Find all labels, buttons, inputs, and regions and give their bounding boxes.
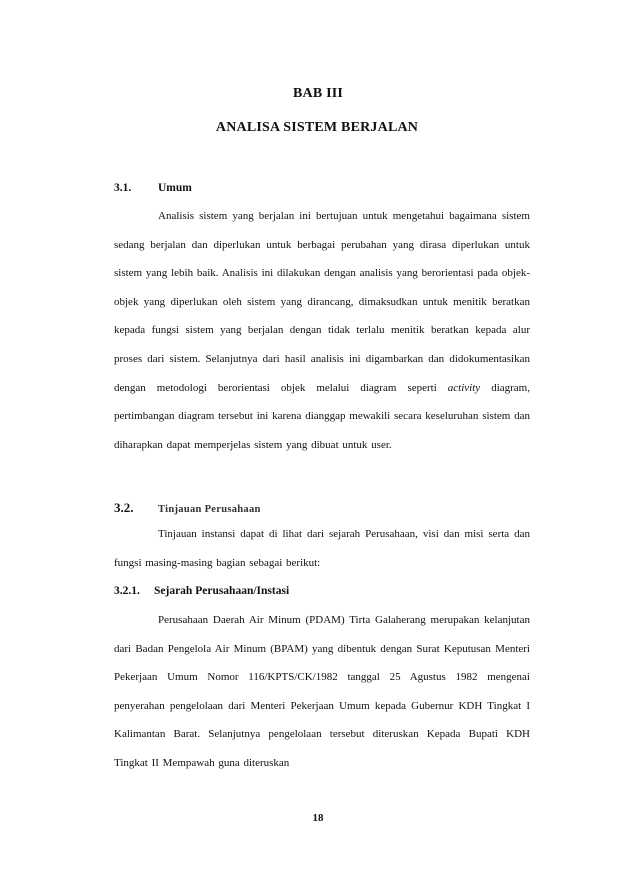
section-title: Sejarah Perusahaan/Instasi — [154, 585, 290, 597]
paragraph-text-continued: diagram, pertimbangan diagram tersebut ini karena dianggap mewakili secara keseluruhan sistem dan diharapkan dapat memperjelas sistem yang dibuat untuk user. — [114, 381, 530, 451]
paragraph-tinjauan: Tinjauan instansi dapat di lihat dari sejarah Perusahaan, visi dan misi serta dan fungsi masing-masing bagian sebagai berikut: — [114, 528, 530, 569]
section-number: 3.2.1. — [114, 585, 140, 597]
paragraph-sejarah: Perusahaan Daerah Air Minum (PDAM) Tirta Galaherang merupakan kelanjutan dari Badan Pengelola Air Minum (BPAM) yang dibentuk dengan Surat Keputusan Menteri Pekerjaan Umum Nomor 116/KPTS/CK/1982 tanggal 25 Agustus 1982 mengenai penyerahan pengelolaan dari Menteri Pekerjaan Umum kepada Gubernur KDH Tingkat I Kalimantan Barat. Selanjutnya pengelolaan tersebut diteruskan Kepada Bupati KDH Tingkat II Mempawah guna diteruskan — [114, 614, 530, 769]
section-heading-sejarah — [114, 585, 289, 597]
chapter-title: BAB III — [292, 86, 344, 101]
section-title: Umum — [158, 182, 192, 194]
section-heading-umum — [114, 182, 192, 194]
chapter-subtitle: ANALISA SISTEM BERJALAN — [215, 120, 419, 135]
paragraph-text: Analisis sistem yang berjalan ini bertujuan untuk mengetahui bagaimana sistem sedang berjalan dan diperlukan untuk berbagai perubahan yang dirasa diperlukan untuk sistem yang lebih baik. Analisis ini dilakukan dengan analisis yang berorientasi pada objek-objek yang diperlukan oleh sistem yang dirancang, dimaksudkan untuk menitik beratkan kepada fungsi sistem yang berjalan dengan tidak terlalu menitik beratkan kepada alur proses dari sistem. Selanjutnya dari hasil analisis ini digambarkan dan didokumentasikan dengan metodologi berorientasi objek melalui diagram seperti — [114, 210, 530, 394]
page-number: 18 — [312, 812, 324, 824]
section-number: 3.1. — [114, 182, 132, 194]
paragraph-umum — [114, 202, 530, 459]
section-heading-tinjauan — [114, 500, 261, 516]
italic-term: activity — [447, 381, 481, 394]
section-title: Tinjauan Perusahaan — [158, 504, 261, 515]
section-number: 3.2. — [114, 500, 134, 515]
